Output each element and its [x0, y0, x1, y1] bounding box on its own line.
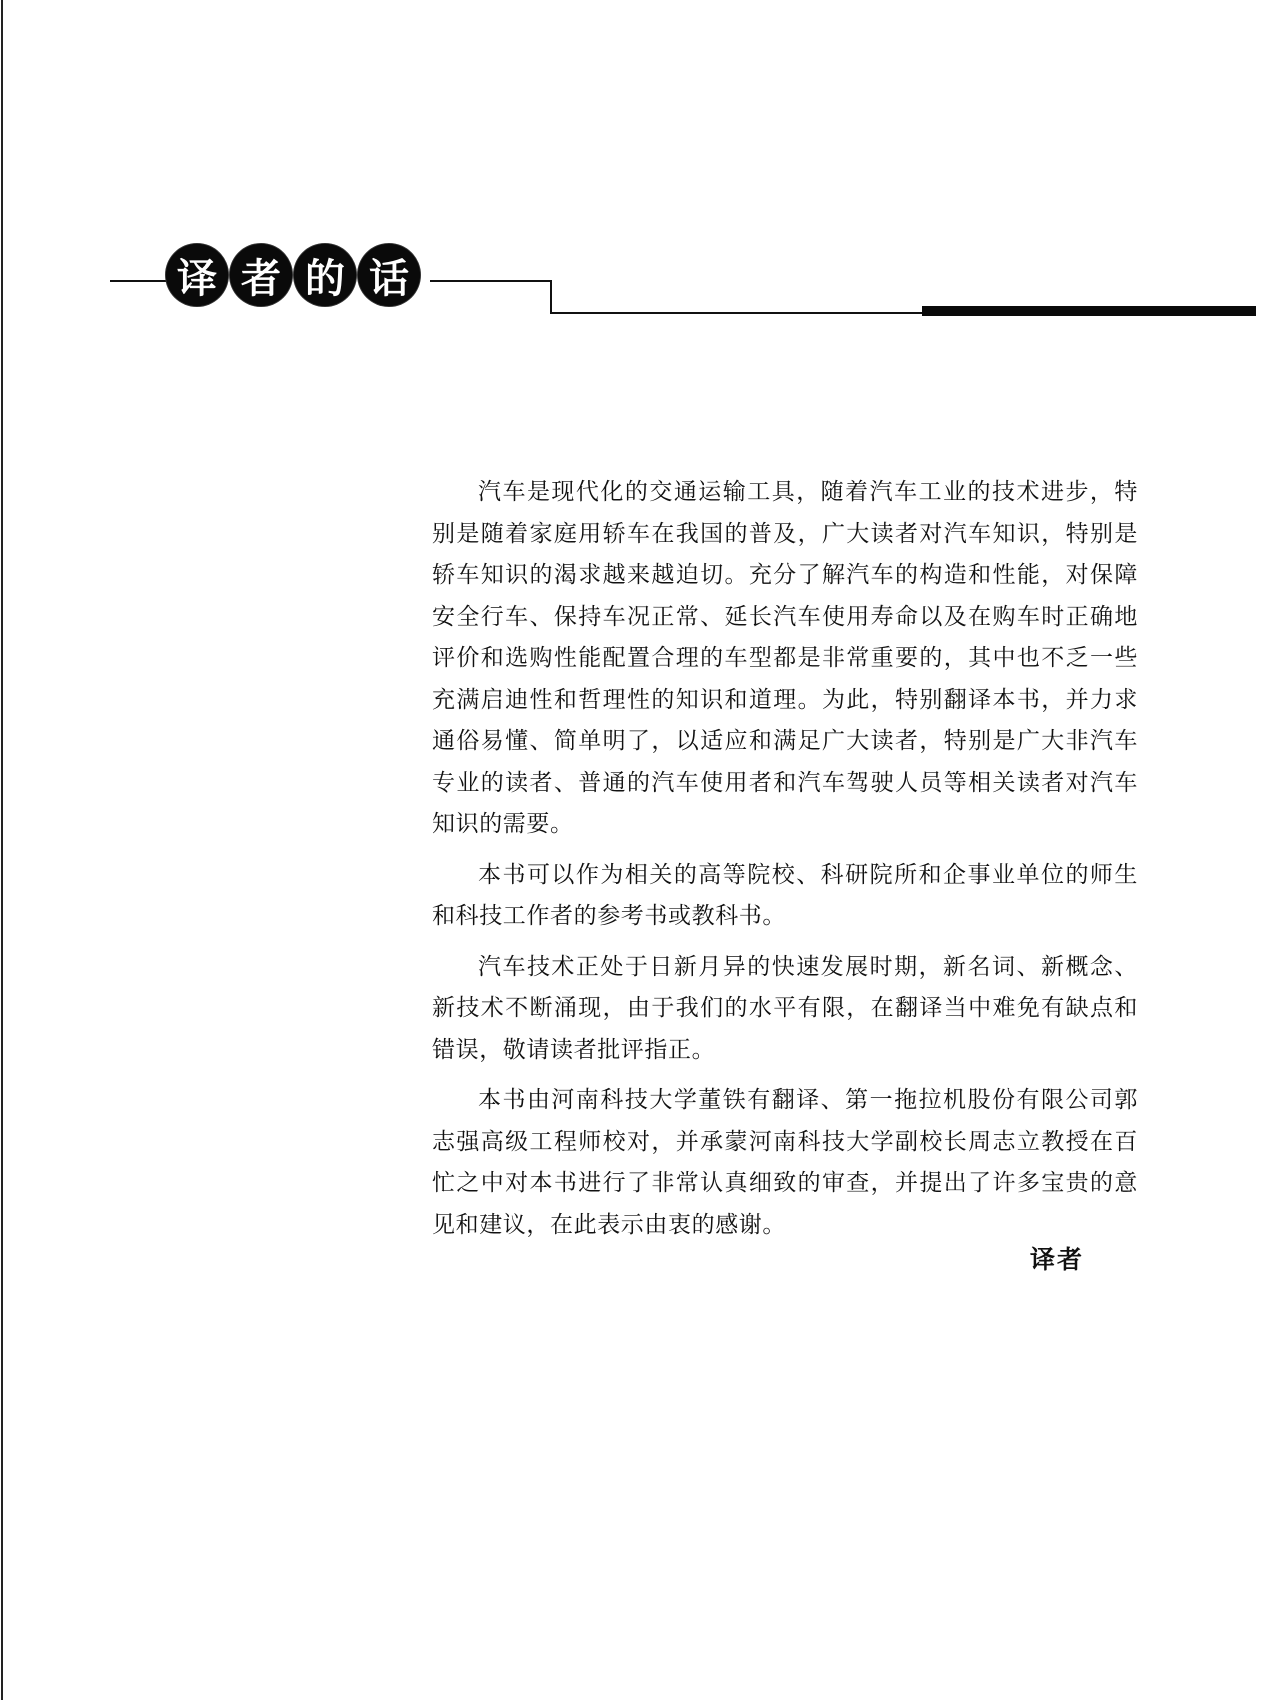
heading-underline-thin — [550, 312, 922, 314]
heading-title — [166, 244, 420, 306]
heading-underline-thick — [922, 306, 1256, 316]
heading-tick-line — [430, 280, 550, 282]
body-text — [432, 472, 1138, 1255]
paragraph-1: 汽车是现代化的交通运输工具，随着汽车工业的技术进步，特别是随着家庭用轿车在我国的普及，广大读者对汽车知识，特别是轿车知识的渴求越来越迫切。充分了解汽车的构造和性能，对保障安全行车、保持车况正常、延长汽车使用寿命以及在购车时正确地评价和选购性能配置合理的车型都是非常重要的，其中也不乏一些充满启迪性和哲理性的知识和道理。为此，特别翻译本书，并力求通俗易懂、简单明了，以适应和满足广大读者，特别是广大非汽车专业的读者、普通的汽车使用者和汽车驾驶人员等相关读者对汽车知识的需要。 — [432, 479, 1138, 837]
paragraph-2: 本书可以作为相关的高等院校、科研院所和企事业单位的师生和科技工作者的参考书或教科书。 — [432, 861, 1138, 929]
heading-char-4: 话 — [358, 244, 420, 306]
page-edge — [1, 0, 3, 1700]
heading-lead-line — [110, 280, 166, 282]
paragraph-3: 汽车技术正处于日新月异的快速发展时期，新名词、新概念、新技术不断涌现，由于我们的水平有限，在翻译当中难免有缺点和错误，敬请读者批评指正。 — [432, 953, 1138, 1063]
paragraph-4: 本书由河南科技大学董铁有翻译、第一拖拉机股份有限公司郭志强高级工程师校对，并承蒙河南科技大学副校长周志立教授在百忙之中对本书进行了非常认真细致的审查，并提出了许多宝贵的意见和建议，在此表示由衷的感谢。 — [432, 1087, 1138, 1238]
heading-char-1: 译 — [166, 244, 228, 306]
heading — [110, 240, 1150, 320]
heading-char-2: 者 — [230, 244, 292, 306]
signature: 译者 — [1030, 1245, 1085, 1274]
heading-tick-vertical — [550, 280, 552, 314]
heading-char-3: 的 — [294, 244, 356, 306]
